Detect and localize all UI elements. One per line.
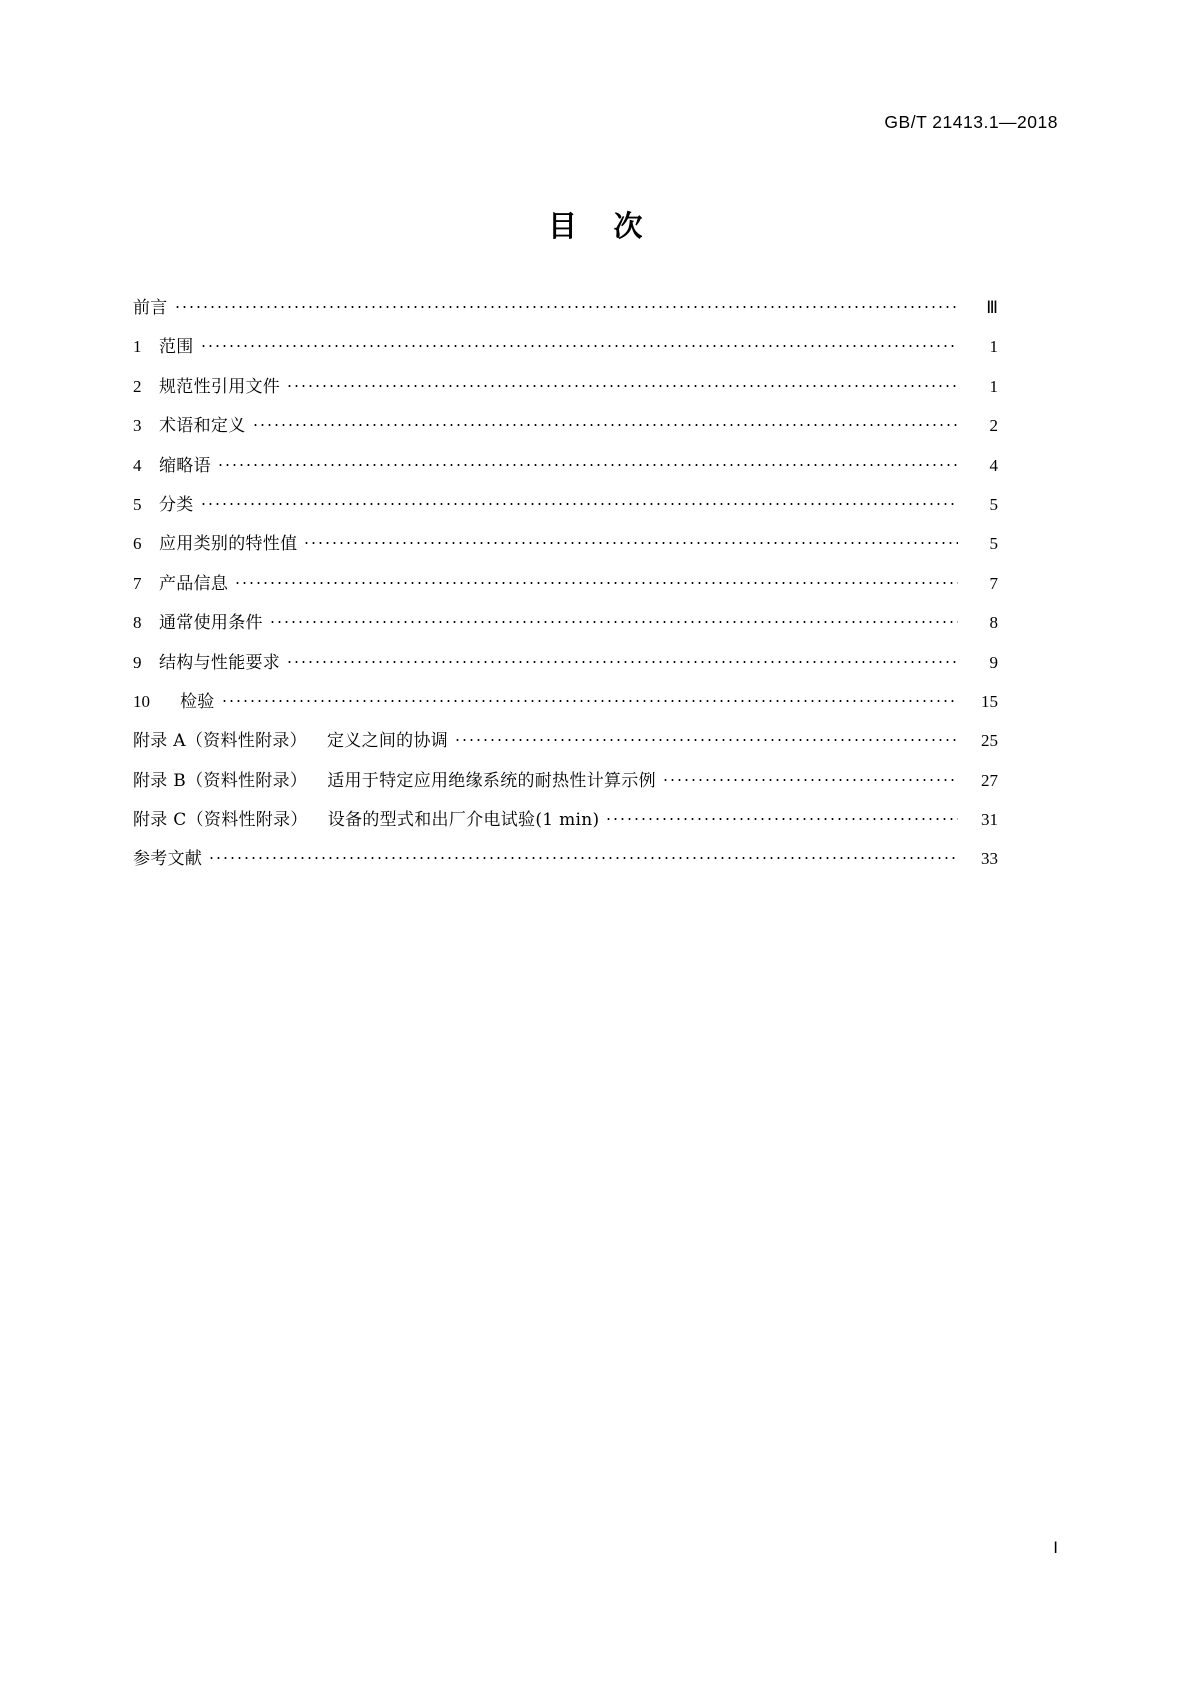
toc-entry-number: 2	[133, 376, 142, 396]
toc-leader-dots	[174, 296, 958, 313]
toc-entry-page: Ⅲ	[986, 298, 998, 317]
toc-entry-label: 分类	[159, 494, 194, 515]
toc-entry-label: 缩略语	[159, 455, 211, 476]
toc-entry-page: 31	[981, 810, 998, 830]
toc-leader-dots	[208, 847, 958, 864]
toc-entry-label: 检验	[180, 691, 215, 712]
toc-entry-subtitle: 定义之间的协调	[326, 731, 449, 752]
toc-entry-number: 8	[133, 613, 142, 633]
toc-entry-label: 前言	[133, 298, 168, 318]
toc-entry-label: 应用类别的特性值	[159, 534, 298, 555]
toc-leader-dots	[286, 375, 958, 392]
toc-entry-clause-6[interactable]	[133, 532, 998, 553]
toc-entry-label: 通常使用条件	[159, 613, 263, 634]
toc-entry-page: 8	[989, 613, 998, 633]
page-title-char-1: 目	[547, 209, 578, 243]
toc-entry-bibliography[interactable]	[133, 847, 998, 868]
toc-leader-dots	[234, 572, 958, 589]
toc-entry-page: 9	[989, 652, 998, 672]
toc-entry-number: 1	[133, 337, 142, 357]
toc-entry-number: 9	[133, 652, 142, 672]
toc-entry-number: 6	[133, 534, 142, 554]
toc-entry-label: 附录 A（资料性附录）	[133, 731, 307, 752]
toc-entry-clause-4[interactable]	[133, 454, 998, 475]
toc-entry-page: 33	[981, 849, 998, 869]
toc-leader-dots	[605, 808, 958, 825]
toc-entry-page: 25	[981, 731, 998, 751]
toc-leader-dots	[454, 729, 958, 746]
toc-entry-page: 1	[989, 376, 998, 396]
toc-entry-clause-10[interactable]	[133, 690, 998, 711]
toc-leader-dots	[200, 493, 958, 510]
toc-entry-label: 规范性引用文件	[159, 376, 281, 397]
toc-entry-page: 27	[981, 770, 998, 790]
toc-leader-dots	[221, 690, 958, 707]
toc-entry-annex-c[interactable]	[133, 808, 998, 829]
footer-page-number: Ⅰ	[1053, 1540, 1058, 1557]
toc-entry-page: 5	[989, 534, 998, 554]
toc-entry-clause-9[interactable]	[133, 651, 998, 672]
toc-entry-subtitle: 设备的型式和出厂介电试验(1 min)	[327, 810, 600, 831]
page-title-char-2: 次	[613, 209, 644, 243]
toc-entry-label: 附录 B（资料性附录）	[133, 770, 308, 791]
toc-entry-label: 参考文献	[133, 849, 203, 870]
standard-number-header: GB/T 21413.1—2018	[884, 112, 1058, 132]
toc-entry-annex-a[interactable]	[133, 729, 998, 750]
toc-entry-clause-2[interactable]	[133, 375, 998, 396]
toc-entry-number: 4	[133, 455, 142, 475]
toc-leader-dots	[286, 651, 958, 668]
toc-entry-number: 3	[133, 416, 142, 436]
toc-entry-label: 范围	[159, 337, 194, 358]
toc-entry-clause-8[interactable]	[133, 611, 998, 632]
toc-entry-label: 产品信息	[159, 573, 229, 594]
toc-leader-dots	[269, 611, 958, 628]
toc-entry-page: 5	[989, 494, 998, 514]
toc-entry-page: 7	[989, 573, 998, 593]
toc-entry-label: 结构与性能要求	[159, 652, 281, 673]
toc-entry-preface[interactable]	[133, 296, 998, 317]
toc-entry-clause-5[interactable]	[133, 493, 998, 514]
toc-entry-page: 2	[989, 416, 998, 436]
toc-entry-page: 4	[989, 455, 998, 475]
page-title	[0, 204, 1191, 245]
toc-entry-number: 10	[133, 691, 150, 711]
toc-entry-annex-b[interactable]	[133, 769, 998, 790]
toc-entry-page: 1	[989, 337, 998, 357]
toc-leader-dots	[662, 769, 958, 786]
toc-entry-label: 术语和定义	[159, 416, 246, 437]
toc-leader-dots	[217, 454, 958, 471]
table-of-contents	[133, 296, 998, 887]
toc-entry-subtitle: 适用于特定应用绝缘系统的耐热性计算示例	[327, 770, 656, 791]
toc-entry-label: 附录 C（资料性附录）	[133, 810, 308, 831]
toc-entry-page: 15	[981, 691, 998, 711]
toc-entry-number: 5	[133, 494, 142, 514]
toc-leader-dots	[252, 414, 959, 431]
toc-entry-clause-1[interactable]	[133, 335, 998, 356]
toc-leader-dots	[303, 532, 958, 549]
toc-entry-number: 7	[133, 573, 142, 593]
toc-entry-clause-7[interactable]	[133, 572, 998, 593]
toc-leader-dots	[200, 335, 958, 352]
toc-entry-clause-3[interactable]	[133, 414, 998, 435]
